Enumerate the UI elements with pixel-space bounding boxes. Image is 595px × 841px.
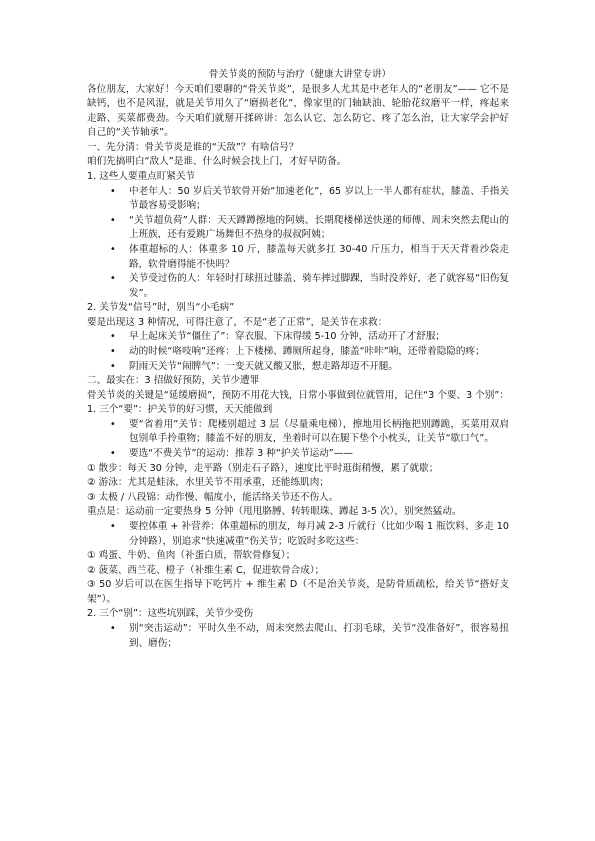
key-point-paragraph: 重点是：运动前一定要热身 5 分钟（甩甩胳膊、转转眼珠、蹲起 3-5 次），别突然猛动。 (87, 506, 462, 518)
list-item-text: 中老年人：50 岁后关节软骨开始“加速老化”，65 岁以上一半人都有症状，膝盖、手指关节最容易受影响； (129, 185, 509, 212)
list-item (87, 345, 509, 360)
document-body (87, 68, 509, 651)
list-item-text: 动的时候“咯吱响”还疼：上下楼梯、蹲厕所起身，膝盖“咔咔”响，还带着隐隐的疼； (129, 345, 485, 357)
bullet-icon: • (110, 622, 116, 634)
bullet-icon: • (110, 214, 116, 226)
list-item (87, 243, 509, 272)
list-item (87, 447, 509, 462)
list-item (87, 520, 509, 549)
list-item (87, 214, 509, 243)
list-item-text: 关节受过伤的人：年轻时打球扭过膝盖、骑车摔过脚踝，当时没养好，老了就容易“旧伤复发”。 (129, 273, 509, 299)
section-2-subheading-1: 1. 三个“要”：护关节的好习惯，天天能做到 (87, 404, 273, 416)
bullet-icon: • (110, 360, 116, 372)
numbered-item: ② 菠菜、西兰花、橙子（补维生素 C，促进软骨合成）； (87, 564, 325, 576)
document-title: 骨关节炎的预防与治疗（健康大讲堂专讲） (208, 69, 392, 80)
list-item (87, 185, 509, 214)
list-item-text: 要选“不费关节”的运动：推荐 3 种“护关节运动”—— (129, 448, 353, 460)
section-2-heading: 二、最实在：3 招做好预防，关节少遭罪 (87, 375, 260, 387)
list-item-text: 阴雨天关节“闹脾气”：一变天就又酸又胀，想走路却迈不开腿。 (129, 360, 398, 372)
section-2-lead: 骨关节炎的关键是“延缓磨损”，预防不用花大钱，日常小事做到位就管用，记住“3 个要、3 个别”： (87, 389, 509, 401)
numbered-item: ③ 50 岁后可以在医生指导下吃钙片 + 维生素 D（不是治关节炎，是防骨质疏松，给关节“搭好支架”）。 (87, 579, 509, 605)
list-item-text: 要控体重 + 补营养：体重超标的朋友，每月减 2-3 斤就行（比如少喝 1 瓶饮料、多走 10 分钟路），别追求“快速减重”伤关节；吃饭时多吃这些： (129, 520, 509, 547)
intro-paragraph: 各位朋友，大家好！今天咱们要聊的“骨关节炎”，是很多人尤其是中老年人的“老朋友”—— 它不是缺钙，也不是风湿，就是关节用久了“磨损老化”，像家里的门轴缺油、轮胎花纹磨平一样，疼起来走路、买菜都费劲。今天咱们就掰开揉碎讲：怎么认它、怎么防它、疼了怎么治，让大家学会护好自己的“关节轴承”。 (87, 83, 509, 139)
bullet-icon: • (110, 418, 116, 430)
section-1-signal-lead: 要是出现这 3 种情况，可得注意了，不是“老了正常”，是关节在求救： (87, 316, 388, 328)
bullet-icon: • (110, 331, 116, 343)
section-1-heading: 一、先分清：骨关节炎是谁的“天敌”？有啥信号？ (87, 141, 299, 153)
list-item (87, 360, 509, 375)
numbered-item: ① 散步：每天 30 分钟，走平路（别走石子路），速度比平时逛街稍慢，累了就歇； (87, 462, 439, 474)
section-2-subheading-2: 2. 三个“别”：这些坑别踩，关节少受伤 (87, 608, 254, 620)
list-item (87, 418, 509, 447)
section-1-lead: 咱们先搞明白“敌人”是谁、什么时候会找上门，才好早防备。 (87, 156, 347, 168)
list-item-text: “关节超负荷”人群：天天蹲蹲擦地的阿姨、长期爬楼梯送快递的师傅、周末突然去爬山的上班族，还有爱跳广场舞但不热身的叔叔阿姨； (129, 214, 509, 241)
section-1-subheading-2: 2. 关节发“信号”时，别当“小毛病” (87, 302, 235, 314)
list-item-text: 要“省着用”关节：爬楼别超过 3 层（尽量乘电梯），擦地用长柄拖把别蹲跪，买菜用双肩包别单手拎重物；膝盖不好的朋友，坐着时可以在腿下垫个小枕头，让关节“歇口气”。 (129, 418, 509, 445)
bullet-icon: • (110, 448, 116, 460)
list-item-text: 体重超标的人：体重多 10 斤，膝盖每天就多扛 30-40 斤压力，相当于天天背着沙袋走路，软骨磨得能不快吗？ (129, 243, 509, 270)
numbered-item: ② 游泳：尤其是蛙泳，水里关节不用承重，还能练肌肉； (87, 477, 329, 489)
numbered-item: ① 鸡蛋、牛奶、鱼肉（补蛋白质，帮软骨修复）； (87, 550, 296, 562)
bullet-icon: • (110, 273, 116, 285)
list-item (87, 622, 509, 651)
numbered-item: ③ 太极 / 八段锦：动作慢、幅度小，能活络关节还不伤人。 (87, 491, 339, 503)
list-item (87, 330, 509, 345)
bullet-icon: • (110, 345, 116, 357)
list-item-text: 早上起床关节“僵住了”：穿衣服、下床得缓 5-10 分钟，活动开了才舒服； (129, 331, 446, 343)
section-1-subheading-1: 1. 这些人要重点盯紧关节 (87, 171, 196, 183)
bullet-icon: • (110, 185, 116, 197)
bullet-icon: • (110, 520, 116, 532)
bullet-icon: • (110, 243, 116, 255)
list-item (87, 272, 509, 301)
list-item-text: 别“突击运动”：平时久坐不动，周末突然去爬山、打羽毛球，关节“没准备好”，很容易扭到、磨伤； (129, 622, 509, 649)
